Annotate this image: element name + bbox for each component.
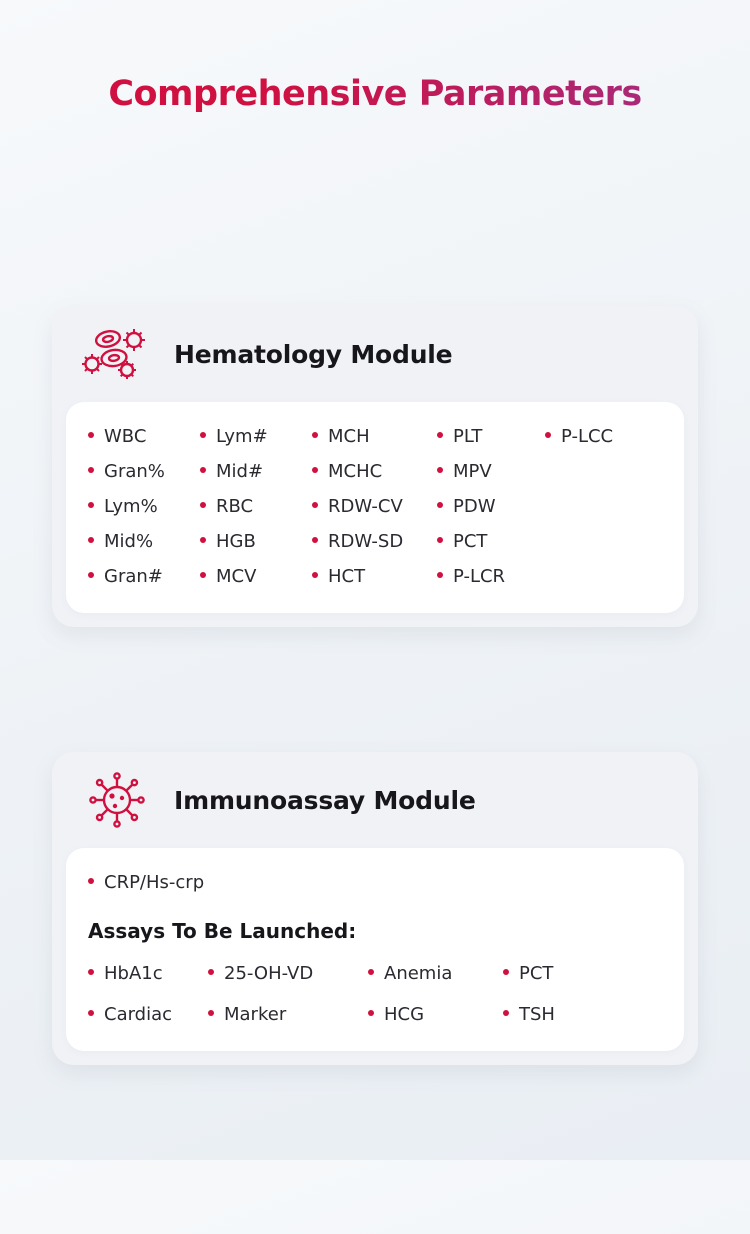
card-title: Hematology Module — [174, 339, 453, 369]
parameter-label: CRP/Hs-crp — [104, 872, 205, 893]
bullet-icon — [503, 969, 509, 975]
list-item — [88, 426, 200, 447]
grid-spacer — [545, 566, 662, 587]
bullet-icon — [208, 1010, 214, 1016]
parameter-label: RDW-SD — [328, 531, 404, 552]
parameter-label: Marker — [224, 1004, 287, 1025]
parameter-label: Lym% — [104, 496, 158, 517]
list-item — [437, 531, 545, 552]
list-item — [200, 566, 312, 587]
list-item — [200, 496, 312, 517]
list-item — [88, 496, 200, 517]
list-item — [437, 426, 545, 447]
parameter-label: RDW-CV — [328, 496, 403, 517]
parameter-label: PLT — [453, 426, 483, 447]
list-item — [312, 531, 437, 552]
parameter-label: HCG — [384, 1004, 425, 1025]
parameter-label: TSH — [519, 1004, 555, 1025]
bullet-icon — [200, 537, 206, 543]
bullet-icon — [88, 467, 94, 473]
list-item — [503, 963, 662, 984]
parameter-label: Gran% — [104, 461, 165, 482]
list-item — [368, 1004, 503, 1025]
parameter-label: 25-OH-VD — [224, 963, 314, 984]
grid-spacer — [545, 496, 662, 517]
list-item — [88, 872, 662, 893]
bullet-icon — [312, 502, 318, 508]
list-item — [88, 531, 200, 552]
parameter-label: MCV — [216, 566, 257, 587]
bullet-icon — [437, 537, 443, 543]
card-title: Immunoassay Module — [174, 785, 476, 815]
list-item — [200, 461, 312, 482]
list-item — [545, 426, 662, 447]
page-title: Comprehensive Parameters — [0, 74, 750, 114]
bullet-icon — [437, 572, 443, 578]
list-item — [312, 426, 437, 447]
parameter-label: MCH — [328, 426, 370, 447]
list-item — [312, 496, 437, 517]
grid-spacer — [545, 461, 662, 482]
parameter-label: MPV — [453, 461, 492, 482]
bullet-icon — [200, 467, 206, 473]
card-immunoassay-module — [52, 752, 698, 1065]
parameter-label: Anemia — [384, 963, 453, 984]
list-item — [208, 963, 368, 984]
bullet-icon — [312, 432, 318, 438]
bullet-icon — [88, 502, 94, 508]
hematology-parameter-grid — [88, 426, 662, 587]
bullet-icon — [545, 432, 551, 438]
list-item — [437, 566, 545, 587]
bullet-icon — [208, 969, 214, 975]
list-item — [437, 461, 545, 482]
bullet-icon — [88, 572, 94, 578]
bullet-icon — [368, 1010, 374, 1016]
bullet-icon — [312, 467, 318, 473]
bullet-icon — [200, 572, 206, 578]
parameter-label: HGB — [216, 531, 256, 552]
bullet-icon — [200, 432, 206, 438]
parameter-label: P-LCC — [561, 426, 614, 447]
list-item — [88, 461, 200, 482]
parameter-label: Gran# — [104, 566, 163, 587]
blood-cells-icon — [80, 323, 154, 385]
card-body — [66, 402, 684, 613]
bullet-icon — [437, 502, 443, 508]
parameter-label: Mid% — [104, 531, 154, 552]
parameter-label: HCT — [328, 566, 366, 587]
list-item — [208, 1004, 368, 1025]
bullet-icon — [200, 502, 206, 508]
parameter-label: HbA1c — [104, 963, 163, 984]
parameter-label: PCT — [453, 531, 488, 552]
bullet-icon — [503, 1010, 509, 1016]
parameter-label: Lym# — [216, 426, 268, 447]
bullet-icon — [312, 537, 318, 543]
parameter-label: PDW — [453, 496, 496, 517]
bullet-icon — [437, 432, 443, 438]
bullet-icon — [88, 537, 94, 543]
bullet-icon — [437, 467, 443, 473]
card-hematology-module — [52, 306, 698, 627]
parameter-label: P-LCR — [453, 566, 506, 587]
list-item — [88, 1004, 208, 1025]
parameter-label: RBC — [216, 496, 254, 517]
parameter-label: MCHC — [328, 461, 383, 482]
parameter-label: PCT — [519, 963, 554, 984]
list-item — [437, 496, 545, 517]
list-item — [312, 461, 437, 482]
list-item — [200, 426, 312, 447]
bullet-icon — [88, 878, 94, 884]
list-item — [312, 566, 437, 587]
list-item — [503, 1004, 662, 1025]
bullet-icon — [88, 1010, 94, 1016]
parameter-label: Cardiac — [104, 1004, 173, 1025]
bullet-icon — [88, 432, 94, 438]
card-body — [66, 848, 684, 1051]
card-header — [52, 306, 698, 402]
list-item — [200, 531, 312, 552]
parameter-label: WBC — [104, 426, 147, 447]
card-header — [52, 752, 698, 848]
virus-icon — [80, 769, 154, 831]
immunoassay-primary-list — [88, 872, 662, 893]
list-item — [368, 963, 503, 984]
list-item — [88, 566, 200, 587]
assays-subsection-title: Assays To Be Launched: — [88, 919, 357, 943]
parameter-label: Mid# — [216, 461, 264, 482]
upcoming-assays-grid — [88, 963, 662, 1025]
bullet-icon — [88, 969, 94, 975]
list-item — [88, 963, 208, 984]
bullet-icon — [312, 572, 318, 578]
grid-spacer — [545, 531, 662, 552]
bullet-icon — [368, 969, 374, 975]
